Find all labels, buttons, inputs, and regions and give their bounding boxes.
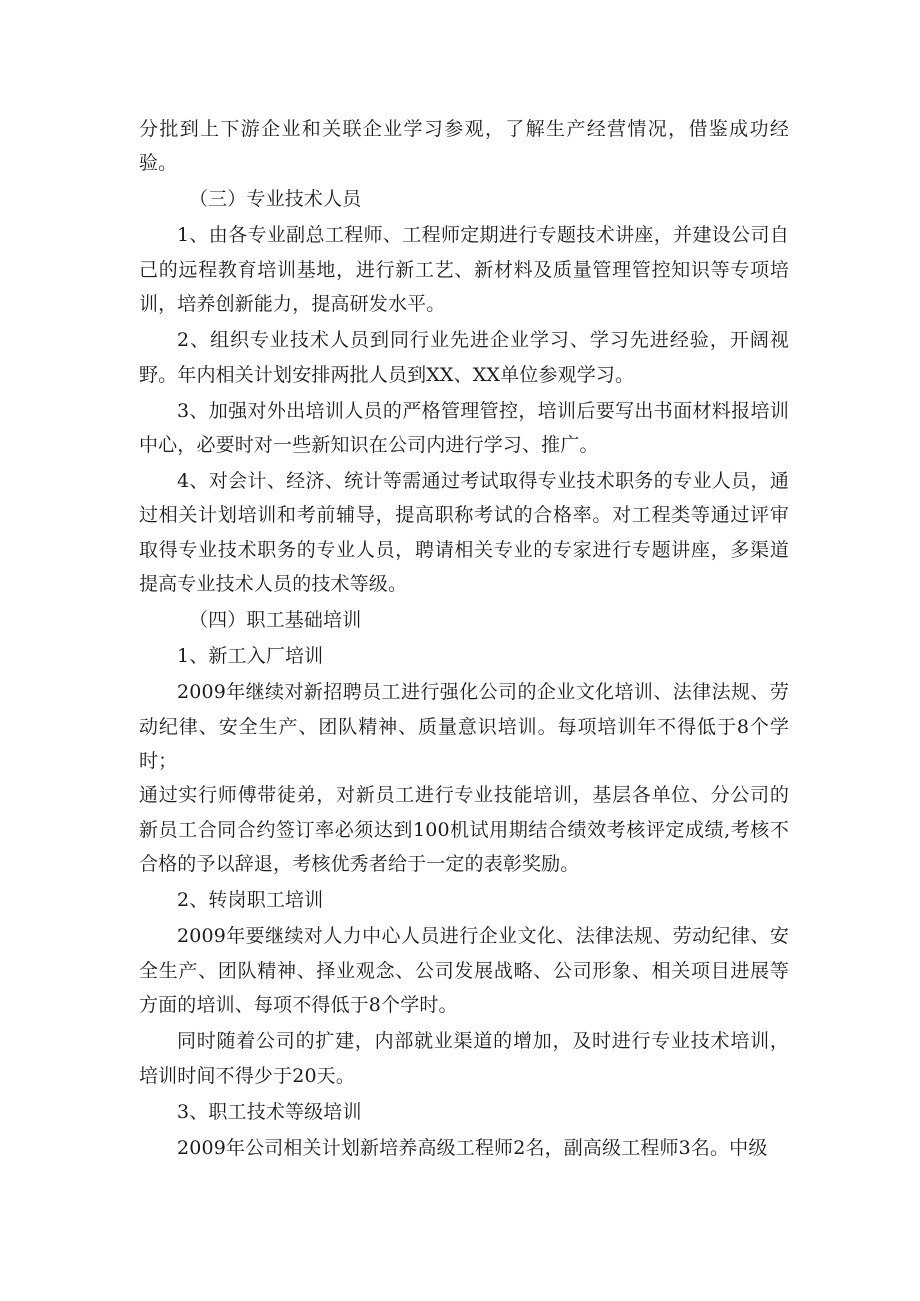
paragraph-continuation: 分批到上下游企业和关联企业学习参观，了解生产经营情况，借鉴成功经验。 — [139, 118, 789, 175]
paragraph: 3、加强对外出培训人员的严格管理管控，培训后要写出书面材料报培训中心，必要时对一些新知识在公司内进行学习、推广。 — [139, 399, 789, 457]
paragraph: 2009年继续对新招聘员工进行强化公司的企业文化培训、法律法规、劳动纪律、安全生产、团队精神、质量意识培训。每项培训年不得低于8个学时； — [139, 681, 789, 773]
section-heading-3: （三）专业技术人员 — [189, 188, 362, 211]
paragraph: 2、组织专业技术人员到同行业先进企业学习、学习先进经验，开阔视野。年内相关计划安排两批人员到XX、XX单位参观学习。 — [139, 329, 789, 386]
subheading: 2、转岗职工培训 — [177, 889, 324, 912]
document-body — [139, 112, 789, 1165]
subheading: 1、新工入厂培训 — [177, 645, 324, 668]
section-heading-4: （四）职工基础培训 — [189, 609, 362, 632]
subheading: 3、职工技术等级培训 — [177, 1100, 362, 1123]
paragraph: 1、由各专业副总工程师、工程师定期进行专题技术讲座，并建设公司自己的远程教育培训基地，进行新工艺、新材料及质量管理管控知识等专项培训，培养创新能力，提高研发水平。 — [139, 224, 789, 316]
paragraph: 2009年公司相关计划新培养高级工程师2名，副高级工程师3名。中级 — [177, 1136, 768, 1159]
paragraph: 2009年要继续对人力中心人员进行企业文化、法律法规、劳动纪律、安全生产、团队精神、择业观念、公司发展战略、公司形象、相关项目进展等方面的培训、每项不得低于8个学时。 — [139, 925, 789, 1017]
paragraph: 同时随着公司的扩建，内部就业渠道的增加，及时进行专业技术培训，培训时间不得少于20天。 — [139, 1030, 789, 1087]
paragraph: 4、对会计、经济、统计等需通过考试取得专业技术职务的专业人员，通过相关计划培训和考前辅导，提高职称考试的合格率。对工程类等通过评审取得专业技术职务的专业人员，聘请相关专业的专家进行专题讲座，多渠道提高专业技术人员的技术等级。 — [139, 470, 789, 596]
paragraph: 通过实行师傅带徒弟，对新员工进行专业技能培训，基层各单位、分公司的新员工合同合约签订率必须达到100机试用期结合绩效考核评定成绩,考核不合格的予以辞退，考核优秀者给于一定的表彰奖励。 — [139, 784, 789, 876]
